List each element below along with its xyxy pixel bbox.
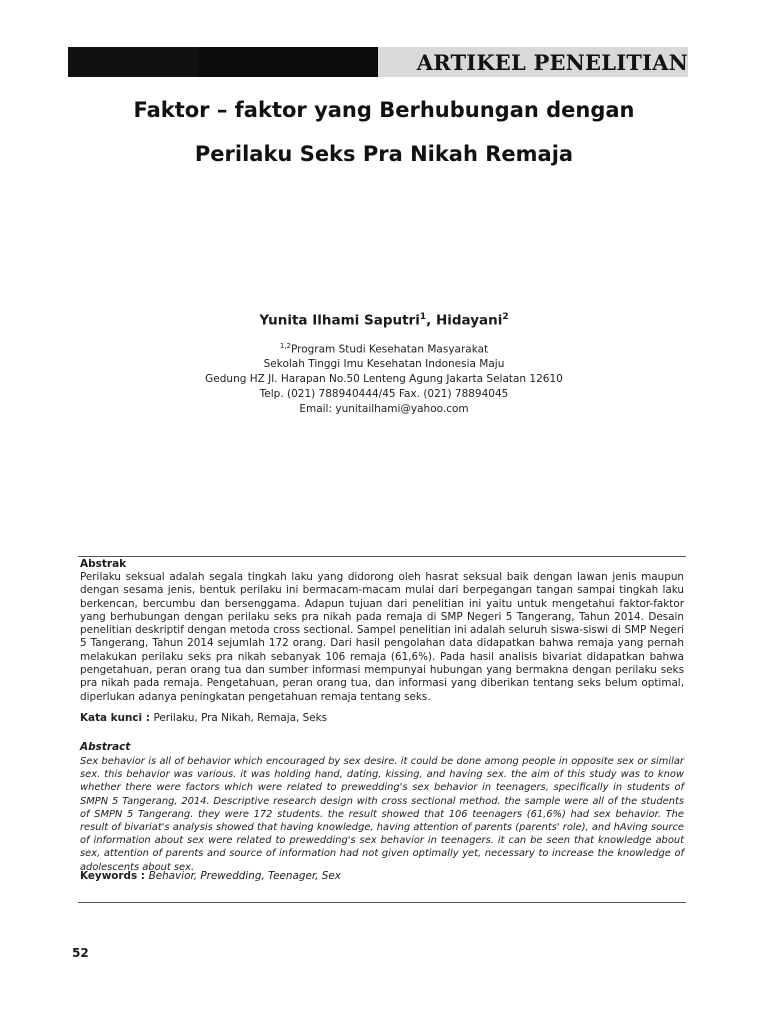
abstract-text: Sex behavior is all of behavior which encouraged by sex desire. it could be done among people in opposite sex or similar sex. this behavior was various. it was holding hand, dating, kissing, and having sex. the aim of this study was to know whether there were factors which were related to prewedding's sex behavior in teenagers, specifically in students of SMPN 5 Tangerang, 2014. Descriptive research design with cross sectional method. the sample were all of the students of SMPN 5 Tangerang. they were 172 students. the result showed that 106 teenagers (61,6%) had sex behavior. The result of bivariat's analysis showed that having knowledge, having attention of parents (parents' role), and hAving source of information about sex were related to prewedding's sex behavior in teenagers. it can be seen that knowledge about sex, attention of parents and source of information had not given optimally yet, necessary to increase the knowledge of adolescents about sex. bbox=[80, 756, 684, 873]
author-1-affil: 1 bbox=[419, 312, 427, 322]
top-divider bbox=[78, 556, 686, 557]
page-number: 52 bbox=[72, 946, 89, 960]
affiliation-phone: Telp. (021) 788940444/45 Fax. (021) 78894045 bbox=[259, 388, 509, 400]
abstrak-keywords-label: Kata kunci : bbox=[80, 712, 154, 724]
abstrak-keywords bbox=[80, 712, 327, 724]
article-title-line-2: Perilaku Seks Pra Nikah Remaja bbox=[194, 142, 574, 166]
author-2-affil: 2 bbox=[502, 312, 509, 322]
author-separator: , bbox=[426, 312, 436, 329]
abstrak-heading: Abstrak bbox=[80, 558, 127, 570]
header-bar bbox=[68, 47, 688, 77]
abstract-keywords-label: Keywords : bbox=[80, 870, 149, 882]
article-title-line-1: Faktor – faktor yang Berhubungan dengan bbox=[133, 98, 635, 122]
affiliation-institution: Sekolah Tinggi Imu Kesehatan Indonesia Maju bbox=[263, 358, 505, 370]
author-1: Yunita Ilhami Saputri bbox=[259, 312, 420, 329]
bottom-divider bbox=[78, 902, 686, 903]
authors bbox=[0, 312, 768, 329]
abstract-heading: Abstract bbox=[80, 741, 131, 753]
affiliation-program bbox=[0, 342, 768, 356]
abstrak-text: Perilaku seksual adalah segala tingkah laku yang didorong oleh hasrat seksual baik dengan lawan jenis maupun dengan sesama jenis, bentuk perilaku ini bermacam-macam mulai dari berpegangan tangan sampai tingkah laku berkencan, bercumbu dan bersenggama. Adapun tujuan dari penelitian ini yaitu untuk mengetahui faktor-faktor yang berhubungan dengan perilaku seks pra nikah pada remaja di SMP Negeri 5 Tangerang, Tahun 2014. Desain penelitian deskriptif dengan metoda cross sectional. Sampel penelitian ini adalah seluruh siswa-siswi di SMP Negeri 5 Tangerang, Tahun 2014 sejumlah 172 orang. Dari hasil pengolahan data didapatkan bahwa remaja yang pernah melakukan perilaku seks pra nikah sebanyak 106 remaja (61,6%). Pada hasil analisis bivariat didapatkan bahwa pengetahuan, peran orang tua dan sumber informasi mempunyai hubungan yang bermakna dengan perilaku seks pra nikah pada remaja. Pengetahuan, peran orang tua, dan informasi yang diberikan tentang seks belum optimal, diperlukan adanya peningkatan pengetahuan remaja tentang seks. bbox=[80, 571, 684, 703]
affiliation-email: Email: yunitailhami@yahoo.com bbox=[299, 403, 469, 415]
header-bar-dark-block bbox=[68, 47, 198, 77]
affiliation-sup: 1,2 bbox=[279, 342, 291, 350]
abstract-keywords bbox=[80, 870, 341, 882]
author-2: Hidayani bbox=[435, 312, 503, 329]
abstrak-keywords-value: Perilaku, Pra Nikah, Remaja, Seks bbox=[153, 712, 328, 724]
affiliation-program-text: Program Studi Kesehatan Masyarakat bbox=[290, 343, 489, 356]
affiliation-address: Gedung HZ Jl. Harapan No.50 Lenteng Agung Jakarta Selatan 12610 bbox=[205, 373, 563, 385]
abstract-keywords-value: Behavior, Prewedding, Teenager, Sex bbox=[148, 870, 341, 882]
header-label: ARTIKEL PENELITIAN bbox=[416, 50, 688, 75]
header-label-box bbox=[378, 47, 688, 77]
